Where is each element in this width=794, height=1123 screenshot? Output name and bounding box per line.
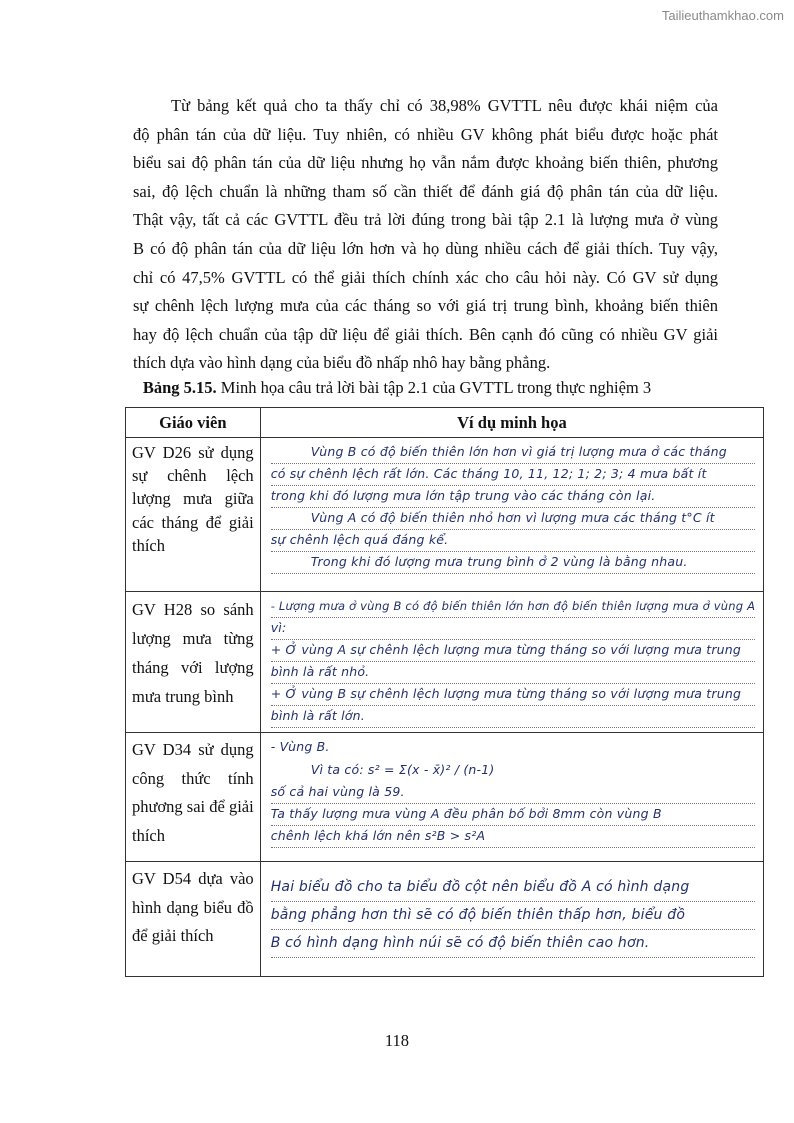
paragraph-line: thích dựa vào hình dạng của biểu đồ nhấp nhô hay bằng phẳng. (133, 353, 551, 373)
teacher-line: để giải thích (132, 926, 214, 945)
teacher-line: hình dạng biểu đồ (132, 897, 254, 917)
handwriting-line: + Ở vùng A sự chênh lệch lượng mưa từng tháng so với lượng mưa trung (271, 640, 756, 662)
paragraph-line: Từ bảng kết quả cho ta thấy chỉ có 38,98% GVTTL nêu được khái niệm của (171, 96, 718, 115)
teacher-cell (126, 592, 261, 733)
answers-table (125, 407, 764, 977)
caption-text: Minh họa câu trả lời bài tập 2.1 của GVTTL trong thực nghiệm 3 (216, 378, 652, 397)
paragraph-line: Thật vậy, tất cả các GVTTL đều trả lời đúng trong bài tập 2.1 là lượng mưa ở vùng (133, 210, 718, 230)
handwriting-line: sự chênh lệch quá đáng kể. (271, 530, 756, 552)
page-number: 118 (384, 1031, 410, 1050)
table-row (126, 862, 764, 977)
table-row (126, 438, 764, 592)
watermark: Tailieuthamkhao.com (661, 8, 784, 23)
handwriting-line: Hai biểu đồ cho ta biểu đồ cột nên biểu đồ A có hình dạng (271, 874, 756, 902)
handwriting-line: bình là rất nhỏ. (271, 662, 756, 684)
teacher-line: lượng mưa giữa (132, 489, 254, 509)
table-row (126, 592, 764, 733)
body-paragraph (133, 92, 718, 378)
teacher-line: các tháng để giải (132, 512, 254, 532)
paragraph-line: sự chênh lệch lượng mưa của các tháng so với giá trị trung bình, khoảng biến thiên (133, 296, 718, 316)
teacher-line: thích (132, 825, 165, 845)
paragraph-line: biểu sai độ phân tán của dữ liệu nhưng họ vẫn nắm được khoảng biến thiên, phương (133, 153, 718, 173)
teacher-line: thích (132, 535, 165, 555)
teacher-cell (126, 438, 261, 592)
handwritten-example (260, 862, 764, 977)
teacher-cell (126, 862, 261, 977)
handwriting-line: trong khi đó lượng mưa lớn tập trung vào các tháng còn lại. (271, 486, 756, 508)
teacher-line: công thức tính (132, 768, 254, 788)
handwriting-line: bằng phẳng hơn thì sẽ có độ biến thiên thấp hơn, biểu đồ (271, 902, 756, 930)
handwriting-line: Vùng B có độ biến thiên lớn hơn vì giá trị lượng mưa ở các tháng (271, 442, 756, 464)
teacher-line: GV D34 sử dụng (132, 740, 254, 759)
variance-formula: Vì ta có: s² = Σ(x - x̄)² / (n-1) (310, 762, 495, 777)
handwritten-example (260, 438, 764, 592)
teacher-line: GV D26 sử dụng (132, 443, 254, 462)
teacher-line: phương sai để giải (132, 797, 254, 816)
teacher-line: GV D54 dựa vào (132, 869, 254, 888)
paragraph-line: sai, độ lệch chuẩn là những tham số cần thiết để đánh giá độ phân tán của dữ liệu. (133, 181, 718, 201)
handwriting-line: Ta thấy lượng mưa vùng A đều phân bố bởi 8mm còn vùng B (271, 804, 756, 826)
handwritten-example (260, 733, 764, 862)
caption-label: Bảng 5.15. (142, 378, 217, 397)
header-teacher: Giáo viên (126, 408, 261, 438)
header-example: Ví dụ minh họa (260, 408, 764, 438)
handwriting-line: B có hình dạng hình núi sẽ có độ biến thiên cao hơn. (271, 930, 756, 958)
table-header-row (126, 408, 764, 438)
paragraph-line: chỉ có 47,5% GVTTL có thể giải thích chính xác cho câu hỏi này. Có GV sử dụng (133, 267, 718, 287)
paragraph-line: độ phân tán của dữ liệu. Tuy nhiên, có nhiều GV không phát biểu được hoặc phát (133, 124, 718, 144)
teacher-line: mưa trung bình (132, 687, 234, 706)
paragraph-line: hay độ lệch chuẩn của tập dữ liệu để giải thích. Bên cạnh đó cũng có nhiều GV giải (133, 324, 718, 344)
handwriting-line: chênh lệch khá lớn nên s²B > s²A (271, 826, 756, 848)
handwriting-line: vì: (271, 618, 756, 640)
handwritten-example (260, 592, 764, 733)
handwriting-line: bình là rất lớn. (271, 706, 756, 728)
handwriting-line: Vùng A có độ biến thiên nhỏ hơn vì lượng mưa các tháng t°C ít (271, 508, 756, 530)
handwriting-line: Trong khi đó lượng mưa trung bình ở 2 vùng là bằng nhau. (271, 552, 756, 574)
teacher-line: tháng với lượng (132, 658, 254, 677)
handwriting-line: có sự chênh lệch rất lớn. Các tháng 10, 11, 12; 1; 2; 3; 4 mưa bất ít (271, 464, 756, 486)
teacher-line: sự chênh lệch (132, 466, 254, 486)
paragraph-line: B có độ phân tán của dữ liệu lớn hơn và họ dùng nhiều cách để giải thích. Tuy vậy, (133, 238, 718, 258)
handwriting-line: + Ở vùng B sự chênh lệch lượng mưa từng tháng so với lượng mưa trung (271, 684, 756, 706)
table-row (126, 733, 764, 862)
table-caption (0, 378, 794, 398)
teacher-line: lượng mưa từng (132, 629, 254, 648)
teacher-line: GV H28 so sánh (132, 600, 254, 619)
handwriting-line: - Lượng mưa ở vùng B có độ biến thiên lớn hơn độ biến thiên lượng mưa ở vùng A (271, 596, 756, 618)
handwriting-line: - Vùng B. (270, 739, 330, 754)
teacher-cell (126, 733, 261, 862)
handwriting-line: số cả hai vùng là 59. (271, 782, 756, 804)
